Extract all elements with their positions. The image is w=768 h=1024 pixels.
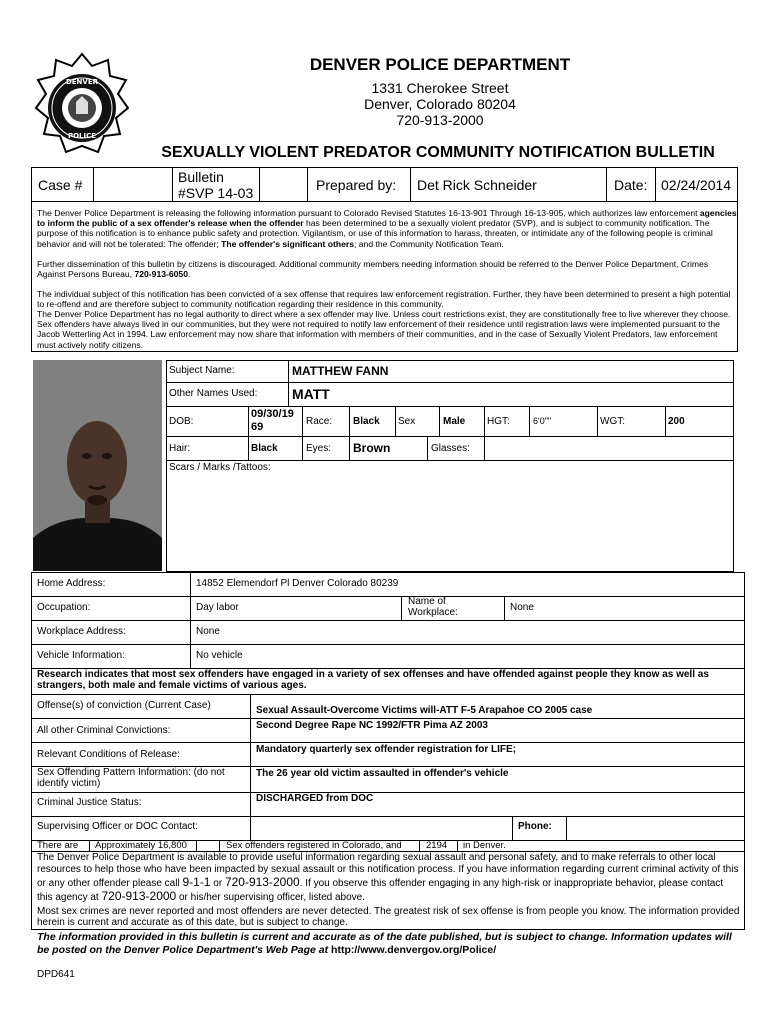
case-label-cell bbox=[31, 167, 94, 202]
colorado-count: Approximately 16,800 bbox=[95, 840, 187, 851]
height-value: 6'0"" bbox=[533, 416, 552, 426]
notice-paragraph-4: The Denver Police Department has no legal authority to direct where a sex offender may live. Unless court restrictions exist, they are constitutionally free to live wherever they choose. Sex offenders have always lived in our communities, but they were not required to notify law enforcement of their residence until registration laws were implemented pursuant to the Jacob Wetterling Act in 1994. Law enforcement may now share that information with members of their communities, and in the case of Sexually Violent Predators, law enforcement must actively notify citizens. bbox=[37, 309, 731, 350]
bulletin-title: SEXUALLY VIOLENT PREDATOR COMMUNITY NOTIFICATION BULLETIN bbox=[161, 144, 715, 161]
conditions-label: Relevant Conditions of Release: bbox=[37, 749, 180, 760]
dob-label: DOB: bbox=[169, 416, 194, 427]
subject-photo bbox=[33, 360, 162, 571]
registered-text: Sex offenders registered in Colorado, and bbox=[226, 840, 402, 851]
status-label: Criminal Justice Status: bbox=[37, 797, 142, 808]
form-id: DPD641 bbox=[37, 969, 75, 980]
department-phone: 720-913-2000 bbox=[396, 112, 484, 128]
height-label: HGT: bbox=[487, 416, 510, 427]
dob-value: 09/30/19 69 bbox=[251, 408, 294, 433]
date-value-cell bbox=[655, 167, 738, 202]
police-badge-logo bbox=[34, 52, 130, 164]
notice-paragraph-1: The Denver Police Department is releasing the following information pursuant to Colorado Revised Statutes 16-13-901 Through 16-13-905, which authorizes law enforcement agencies to inform the public of a sex offender's release when the offender has been determined to be a sexually violent predator (SVP), and is subject to community notification. The purpose of this notification is to enhance public safety and protection. Vigilantism, or use of this information to harass, threaten, or intimidate any of the following people is criminal behavior and will not be tolerated: The offender; The offender's significant others; and the Community Notification Team. bbox=[37, 208, 737, 249]
denver-count: 2194 bbox=[426, 840, 448, 851]
case-label: Case # bbox=[38, 177, 83, 193]
other-names-value: MATT bbox=[292, 386, 330, 402]
bulletin-number: #SVP 14-03 bbox=[178, 185, 254, 201]
home-address-value: 14852 Elemendorf Pl Denver Colorado 80239 bbox=[196, 578, 399, 589]
subject-name-value: MATTHEW FANN bbox=[292, 364, 389, 378]
status-value: DISCHARGED from DOC bbox=[256, 793, 374, 804]
address-line-1: 1331 Cherokee Street bbox=[371, 80, 509, 96]
offense-label: Offense(s) of conviction (Current Case) bbox=[37, 700, 211, 711]
prepared-value-cell bbox=[410, 167, 607, 202]
blank-cell bbox=[259, 167, 308, 202]
prepared-by-label: Prepared by: bbox=[316, 177, 397, 193]
bulletin-cell bbox=[172, 167, 260, 202]
race-value: Black bbox=[353, 416, 380, 427]
other-convictions-value: Second Degree Rape NC 1992/FTR Pima AZ 2003 bbox=[256, 720, 488, 731]
pattern-label: Sex Offending Pattern Information: (do not identify victim) bbox=[37, 767, 225, 789]
subject-name-label: Subject Name: bbox=[169, 365, 235, 376]
officer-label: Supervising Officer or DOC Contact: bbox=[37, 821, 198, 832]
date-label-cell bbox=[606, 167, 656, 202]
other-convictions-label: All other Criminal Convictions: bbox=[37, 725, 171, 736]
notice-paragraph-2: Further dissemination of this bulletin by citizens is discouraged. Additional community members needing information should be referred to the Denver Police Department, Crimes Against Persons Bureau, 720-913-6050. bbox=[37, 259, 709, 280]
glasses-label: Glasses: bbox=[431, 443, 470, 454]
home-address-label: Home Address: bbox=[37, 578, 106, 589]
occupation-value: Day labor bbox=[196, 602, 239, 613]
notice-paragraph-3: The individual subject of this notification has been convicted of a sex offense that requires law enforcement registration. Further, they have been determined to present a high potential to re-offend and are therefore subject to community notification regarding their residence in this community. bbox=[37, 289, 731, 310]
sex-label: Sex bbox=[398, 416, 416, 427]
race-label: Race: bbox=[306, 416, 333, 427]
prepared-by-value: Det Rick Schneider bbox=[417, 177, 537, 193]
sex-value: Male bbox=[443, 416, 466, 427]
workplace-address-value: None bbox=[196, 626, 220, 637]
other-names-label: Other Names Used: bbox=[169, 388, 258, 399]
workplace-name-label: Name of Workplace: bbox=[408, 596, 458, 618]
police-web-link[interactable]: http://www.denvergov.org/Police/ bbox=[331, 944, 497, 956]
date-label: Date: bbox=[614, 177, 648, 193]
workplace-address-label: Workplace Address: bbox=[37, 626, 126, 637]
vehicle-value: No vehicle bbox=[196, 650, 243, 661]
phone-label: Phone: bbox=[518, 821, 552, 832]
pattern-value: The 26 year old victim assaulted in offender's vehicle bbox=[256, 768, 509, 779]
research-note: Research indicates that most sex offenders have engaged in a variety of sex offenses and have offended against people they know as well as strangers, both male and female victims of various ages. bbox=[37, 669, 709, 691]
svg-text:POLICE: POLICE bbox=[67, 132, 97, 140]
offense-value: Sexual Assault-Overcome Victims will-ATT F-5 Arapahoe CO 2005 case bbox=[256, 705, 593, 716]
date-value: 02/24/2014 bbox=[661, 177, 732, 193]
in-denver-text: in Denver. bbox=[463, 840, 506, 851]
prepared-label-cell bbox=[307, 167, 411, 202]
occupation-label: Occupation: bbox=[37, 602, 91, 613]
hair-value: Black bbox=[251, 443, 278, 454]
scars-label: Scars / Marks /Tattoos: bbox=[169, 462, 271, 473]
there-are-text: There are bbox=[37, 840, 79, 851]
footer-paragraph-2: Most sex crimes are never reported and most offenders are never detected. The greatest risk of sex offense is from people you know. The information provided herein is current and accurate as of this date, but is subject to change. bbox=[37, 906, 740, 928]
address-line-2: Denver, Colorado 80204 bbox=[364, 96, 516, 112]
footer-paragraph-1: The Denver Police Department is available to provide useful information regarding sexual assault and personal safety, and to make referrals to other local resources to help those who have been impacted by sexual assault or this notification process. If you have information regarding current criminal activity of this or any other offender please call 9-1-1 or 720-913-2000. If you observe this offender engaging in any high-risk or inappropriate behavior, please contact this agency at 720-913-2000 or his/her supervising officer, listed above. bbox=[37, 852, 739, 903]
workplace-name-value: None bbox=[510, 602, 534, 613]
eyes-value: Brown bbox=[353, 441, 391, 455]
svg-text:DENVER: DENVER bbox=[65, 78, 99, 86]
eyes-label: Eyes: bbox=[306, 443, 332, 454]
vehicle-label: Vehicle Information: bbox=[37, 650, 125, 661]
department-name: DENVER POLICE DEPARTMENT bbox=[309, 55, 571, 74]
update-note: The information provided in this bulletin is current and accurate as of the date published, but is subject to change. Information updates will be posted on the Denver Police Department's Web Page at http://www.denvergov.org/Police/ bbox=[37, 931, 732, 956]
weight-value: 200 bbox=[668, 416, 685, 427]
conditions-value: Mandatory quarterly sex offender registration for LIFE; bbox=[256, 744, 517, 755]
hair-label: Hair: bbox=[169, 443, 191, 454]
bulletin-label: Bulletin bbox=[178, 169, 224, 185]
case-value-cell bbox=[93, 167, 173, 202]
weight-label: WGT: bbox=[600, 416, 625, 427]
